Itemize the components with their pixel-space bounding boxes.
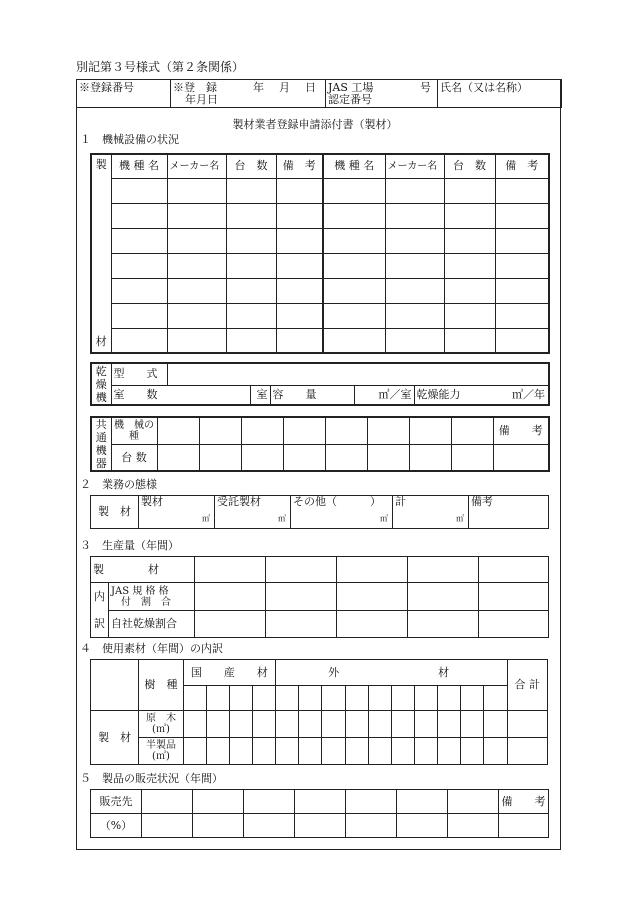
cell[interactable] (448, 790, 499, 814)
cell[interactable] (276, 686, 299, 711)
dryer-label-text: 乾燥機 (95, 364, 107, 404)
cell[interactable] (167, 178, 226, 203)
cell[interactable] (479, 557, 549, 583)
cell[interactable] (299, 686, 322, 711)
cell[interactable] (206, 711, 229, 738)
cell[interactable] (206, 686, 229, 711)
table-row (91, 228, 549, 253)
section-4-title: ４ 使用素材（年間）の内訳 (80, 642, 223, 655)
sales-table (90, 789, 549, 838)
doc-title: 製材業者登録申請添付書（製材） (232, 118, 398, 131)
cell[interactable] (484, 738, 507, 765)
business-table (90, 495, 549, 529)
cell[interactable] (397, 790, 448, 814)
cell[interactable] (193, 814, 244, 838)
cell[interactable] (323, 203, 385, 228)
cell[interactable] (385, 228, 444, 253)
cell[interactable] (493, 445, 549, 471)
unit-label: ㎥ (380, 514, 388, 523)
cell[interactable] (276, 738, 299, 765)
cell[interactable] (276, 711, 299, 738)
cell[interactable] (226, 228, 276, 253)
nai-label: 内 (91, 583, 109, 611)
col-biko-1: 備 考 (276, 154, 323, 178)
cell[interactable] (266, 583, 337, 611)
cell[interactable] (276, 278, 323, 303)
material-corner (91, 660, 139, 711)
seizai-top: 製 (95, 158, 107, 171)
table-row (91, 178, 549, 203)
item-label: その他（ ） (293, 495, 381, 508)
kata-label: 型 式 (111, 363, 167, 385)
cell[interactable] (226, 278, 276, 303)
cell[interactable] (226, 328, 276, 353)
cell[interactable] (195, 557, 266, 583)
item-label: 製材 (141, 495, 163, 508)
self-drying-label: 自社乾燥割合 (109, 611, 195, 638)
prod-seizai-label: 製 材 (91, 557, 195, 583)
cell[interactable] (368, 711, 391, 738)
cell[interactable] (451, 445, 493, 471)
applicant-name-label: 氏名（又は名称） (438, 80, 562, 108)
cell[interactable] (167, 328, 226, 353)
cell[interactable] (167, 203, 226, 228)
jas-label-2: 認定番号 (328, 93, 372, 106)
cell[interactable] (495, 178, 549, 203)
genboku-unit: (㎥) (152, 724, 170, 735)
cell[interactable] (438, 686, 461, 711)
cell[interactable] (111, 178, 167, 203)
cell[interactable] (276, 178, 323, 203)
cell[interactable] (323, 178, 385, 203)
cell[interactable] (299, 738, 322, 765)
kokusan-label: 国 産 材 (183, 660, 276, 686)
cell[interactable] (368, 738, 391, 765)
cell[interactable] (111, 203, 167, 228)
hanseihin-text: 半製品 (145, 740, 176, 751)
col-kishu-2: 機 種 名 (323, 154, 385, 178)
cell[interactable] (276, 203, 323, 228)
cell[interactable] (111, 328, 167, 353)
cell[interactable] (244, 814, 295, 838)
cell[interactable] (226, 303, 276, 328)
table-row (91, 328, 549, 353)
genboku-label (139, 711, 183, 738)
table-row (91, 303, 549, 328)
cell[interactable] (385, 303, 444, 328)
cell[interactable] (226, 253, 276, 278)
unit-label: ㎥ (278, 514, 286, 523)
cell[interactable] (479, 611, 549, 638)
common-side-label (91, 417, 111, 471)
noryoku-unit: ㎥／年 (512, 387, 546, 401)
cell[interactable] (368, 686, 391, 711)
cell[interactable] (444, 278, 495, 303)
cell[interactable] (229, 711, 252, 738)
cell[interactable] (325, 445, 367, 471)
cell[interactable] (444, 253, 495, 278)
cell[interactable] (495, 278, 549, 303)
cell[interactable] (346, 790, 397, 814)
cell[interactable] (266, 557, 337, 583)
jushu-label: 樹 種 (139, 660, 183, 711)
cell[interactable] (244, 790, 295, 814)
cell[interactable] (295, 790, 346, 814)
cell[interactable] (206, 738, 229, 765)
cell[interactable] (438, 711, 461, 738)
cell[interactable] (167, 228, 226, 253)
col-maker-2: メーカー名 (385, 154, 444, 178)
cell[interactable] (415, 711, 438, 738)
cell[interactable] (444, 328, 495, 353)
noryoku-cell[interactable] (414, 385, 549, 405)
cell[interactable] (111, 253, 167, 278)
cell[interactable] (495, 253, 549, 278)
cell[interactable] (111, 303, 167, 328)
cell[interactable] (346, 814, 397, 838)
cell[interactable] (444, 228, 495, 253)
cell[interactable] (495, 203, 549, 228)
section-1-title: １ 機械設備の状況 (80, 133, 179, 146)
cell[interactable] (295, 814, 346, 838)
item-label: 受託製材 (217, 495, 261, 508)
cell[interactable] (195, 611, 266, 638)
jas-cell (326, 80, 438, 108)
seizai-bottom: 材 (95, 335, 107, 348)
cell[interactable] (229, 686, 252, 711)
cell[interactable] (484, 711, 507, 738)
cell[interactable] (193, 790, 244, 814)
genboku-text: 原 木 (145, 713, 176, 724)
cell[interactable] (276, 253, 323, 278)
cell[interactable] (266, 611, 337, 638)
cell[interactable] (337, 611, 408, 638)
cell[interactable] (183, 738, 206, 765)
cell[interactable] (199, 445, 241, 471)
cell[interactable] (415, 738, 438, 765)
cell[interactable] (495, 328, 549, 353)
cell[interactable] (391, 686, 414, 711)
cell[interactable] (448, 814, 499, 838)
zai-label: 材 (438, 666, 450, 679)
go-label: 号 (420, 81, 431, 94)
sales-biko-label: 備 考 (499, 790, 549, 814)
cell[interactable] (408, 557, 479, 583)
cell[interactable] (199, 417, 241, 445)
cell[interactable] (391, 711, 414, 738)
table-row (91, 278, 549, 303)
common-biko-label: 備 考 (493, 417, 549, 445)
cell[interactable] (322, 711, 345, 738)
cell[interactable] (323, 228, 385, 253)
cell[interactable] (183, 686, 206, 711)
cell[interactable] (111, 278, 167, 303)
hanseihin-unit: (㎥) (152, 751, 170, 762)
cell[interactable] (385, 178, 444, 203)
cell[interactable] (484, 686, 507, 711)
hanseihin-label (139, 738, 183, 765)
item-label: 計 (395, 495, 406, 508)
cell[interactable] (345, 738, 368, 765)
jas-ratio-b: 付 割 合 (121, 596, 171, 608)
cell[interactable] (444, 178, 495, 203)
cell[interactable] (142, 814, 193, 838)
production-table (90, 556, 549, 638)
col-kishu-1: 機 種 名 (111, 154, 167, 178)
cell[interactable] (167, 253, 226, 278)
unit-label: ㎥ (456, 514, 464, 523)
dryer-table (90, 362, 550, 406)
reg-no-label: ※登録番号 (77, 80, 171, 108)
cell[interactable] (461, 738, 484, 765)
cell[interactable] (142, 790, 193, 814)
reg-date-cell (171, 80, 326, 108)
cell[interactable] (299, 711, 322, 738)
cell[interactable] (323, 253, 385, 278)
material-seizai-label: 製 材 (91, 711, 139, 765)
month-label: 月 (279, 81, 290, 94)
business-item-seizai[interactable] (139, 496, 215, 529)
reg-date-label-2: 年月日 (185, 93, 218, 106)
cell[interactable] (167, 303, 226, 328)
cell[interactable] (253, 711, 276, 738)
yoryo-label: 容 量 (272, 387, 317, 401)
yaku-label: 訳 (91, 611, 109, 638)
cell[interactable] (461, 686, 484, 711)
cell[interactable] (183, 711, 206, 738)
col-daisu-2: 台 数 (444, 154, 495, 178)
cell[interactable] (408, 583, 479, 611)
kikai-shu-label: 機 械の 種 (111, 417, 157, 445)
cell[interactable] (111, 228, 167, 253)
cell[interactable] (157, 445, 199, 471)
col-biko-2: 備 考 (495, 154, 549, 178)
unit-label: ㎥ (202, 514, 210, 523)
dryer-side-label (91, 363, 111, 405)
jas-ratio-a: JAS 規 格 格 (111, 585, 169, 597)
reg-date-label-1: ※登 録 (173, 81, 217, 94)
table-row (91, 253, 549, 278)
section-2-title: ２ 業務の態様 (80, 478, 157, 491)
daisu-label: 台 数 (111, 445, 157, 471)
cell[interactable] (226, 203, 276, 228)
shitsu-label: 室 数 (111, 385, 250, 405)
cell[interactable] (451, 417, 493, 445)
gaizai-header (276, 660, 507, 686)
noryoku-label: 乾燥能力 (416, 387, 461, 401)
day-label: 日 (305, 81, 316, 94)
shitsu-unit: 室 (250, 385, 270, 405)
cell[interactable] (322, 738, 345, 765)
machinery-table (90, 153, 550, 354)
jas-label-1: JAS 工場 (328, 81, 374, 94)
cell[interactable] (438, 738, 461, 765)
business-item-sonota[interactable] (291, 496, 393, 529)
cell[interactable] (367, 445, 409, 471)
cell[interactable] (409, 445, 451, 471)
cell[interactable] (337, 557, 408, 583)
cell[interactable] (241, 445, 283, 471)
cell[interactable] (253, 686, 276, 711)
cell[interactable] (408, 611, 479, 638)
cell[interactable] (499, 814, 549, 838)
common-label-text: 共通機器 (95, 418, 107, 470)
business-biko: 備考 (469, 496, 549, 529)
business-seizai-label: 製 材 (91, 496, 139, 529)
cell[interactable] (276, 228, 323, 253)
cell[interactable] (337, 583, 408, 611)
cell[interactable] (253, 738, 276, 765)
cell[interactable] (323, 328, 385, 353)
cell[interactable] (367, 417, 409, 445)
cell[interactable] (323, 303, 385, 328)
cell[interactable] (385, 203, 444, 228)
gai-label: 外 (328, 666, 340, 679)
cell[interactable] (397, 814, 448, 838)
cell[interactable] (276, 303, 323, 328)
cell[interactable] (283, 417, 325, 445)
cell[interactable] (323, 278, 385, 303)
form-caption: 別記第３号様式（第２条関係） (76, 60, 245, 74)
common-machines-table (90, 416, 550, 472)
percent-label: （%） (91, 814, 142, 838)
kata-value[interactable] (167, 363, 549, 385)
cell[interactable] (241, 417, 283, 445)
cell[interactable] (385, 328, 444, 353)
cell[interactable] (495, 303, 549, 328)
seizai-side-label (91, 154, 111, 353)
cell[interactable] (325, 417, 367, 445)
cell[interactable] (195, 583, 266, 611)
cell[interactable] (415, 686, 438, 711)
section-5-title: ５ 製品の販売状況（年間） (80, 772, 223, 785)
cell[interactable] (391, 738, 414, 765)
cell[interactable] (444, 203, 495, 228)
table-row (91, 203, 549, 228)
yoryo-unit: ㎥／室 (354, 385, 414, 405)
cell[interactable] (461, 711, 484, 738)
cell[interactable] (385, 278, 444, 303)
cell[interactable] (409, 417, 451, 445)
cell[interactable] (167, 278, 226, 303)
business-item-jutaku[interactable] (215, 496, 291, 529)
cell[interactable] (345, 686, 368, 711)
material-table (90, 659, 548, 765)
cell[interactable] (479, 583, 549, 611)
cell[interactable] (226, 178, 276, 203)
cell[interactable] (507, 738, 547, 765)
cell[interactable] (322, 686, 345, 711)
cell[interactable] (507, 711, 547, 738)
year-label: 年 (253, 81, 264, 94)
business-item-kei[interactable] (393, 496, 469, 529)
section-3-title: ３ 生産量（年間） (80, 539, 179, 552)
cell[interactable] (283, 445, 325, 471)
gokei-label: 合 計 (507, 660, 547, 711)
hanbaisaki-label: 販売先 (91, 790, 142, 814)
cell[interactable] (444, 303, 495, 328)
cell[interactable] (495, 228, 549, 253)
col-maker-1: メーカー名 (167, 154, 226, 178)
cell[interactable] (385, 253, 444, 278)
cell[interactable] (276, 328, 323, 353)
col-daisu-1: 台 数 (226, 154, 276, 178)
cell[interactable] (229, 738, 252, 765)
cell[interactable] (345, 711, 368, 738)
yoryo-cell[interactable] (270, 385, 354, 405)
jas-ratio-label (109, 583, 195, 611)
header-table (76, 79, 562, 108)
